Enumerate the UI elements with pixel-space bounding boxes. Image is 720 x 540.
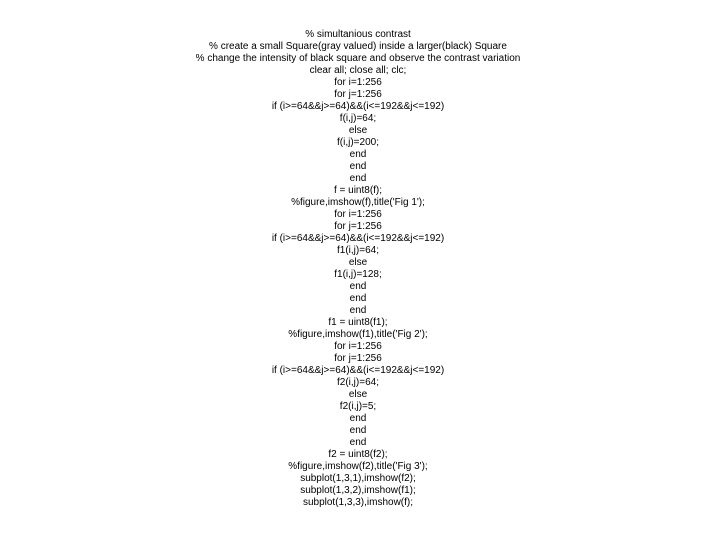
code-line: f2 = uint8(f2); [328, 448, 388, 460]
code-line: % change the intensity of black square and observe the contrast variation [195, 52, 521, 64]
code-line: f1(i,j)=128; [334, 268, 382, 280]
code-line: subplot(1,3,3),imshow(f); [302, 496, 414, 508]
matlab-code-listing [0, 29, 720, 509]
code-line: %figure,imshow(f),title('Fig 1'); [291, 196, 425, 208]
code-line: end [349, 160, 367, 172]
code-line: f1 = uint8(f1); [328, 316, 388, 328]
code-line: for i=1:256 [334, 208, 382, 220]
code-line: f(i,j)=200; [337, 136, 379, 148]
code-line: subplot(1,3,1),imshow(f2); [300, 472, 416, 484]
code-line: % create a small Square(gray valued) inside a larger(black) Square [209, 40, 507, 52]
code-line: clear all; close all; clc; [309, 64, 407, 76]
code-line: f2(i,j)=5; [339, 400, 377, 412]
code-line: f2(i,j)=64; [337, 376, 379, 388]
code-line: for j=1:256 [334, 220, 382, 232]
code-line: f1(i,j)=64; [337, 244, 379, 256]
code-line: for j=1:256 [334, 88, 382, 100]
code-line: end [349, 436, 367, 448]
code-line: f(i,j)=64; [339, 112, 377, 124]
code-line: end [349, 172, 367, 184]
code-line: % simultanious contrast [305, 28, 411, 40]
code-line: %figure,imshow(f1),title('Fig 2'); [288, 328, 428, 340]
code-line: if (i>=64&&j>=64)&&(i<=192&&j<=192) [271, 100, 445, 112]
code-line: for i=1:256 [334, 340, 382, 352]
code-line: end [349, 304, 367, 316]
code-line: end [349, 424, 367, 436]
code-line: else [348, 256, 368, 268]
code-line: else [348, 388, 368, 400]
code-line: for j=1:256 [334, 352, 382, 364]
code-line: end [349, 148, 367, 160]
code-line: %figure,imshow(f2),title('Fig 3'); [288, 460, 428, 472]
code-line: end [349, 292, 367, 304]
code-line: if (i>=64&&j>=64)&&(i<=192&&j<=192) [271, 364, 445, 376]
code-line: f = uint8(f); [333, 184, 383, 196]
code-line: if (i>=64&&j>=64)&&(i<=192&&j<=192) [271, 232, 445, 244]
code-line: end [349, 412, 367, 424]
code-line: for i=1:256 [334, 76, 382, 88]
code-line: end [349, 280, 367, 292]
code-line: subplot(1,3,2),imshow(f1); [300, 484, 416, 496]
code-line: else [348, 124, 368, 136]
